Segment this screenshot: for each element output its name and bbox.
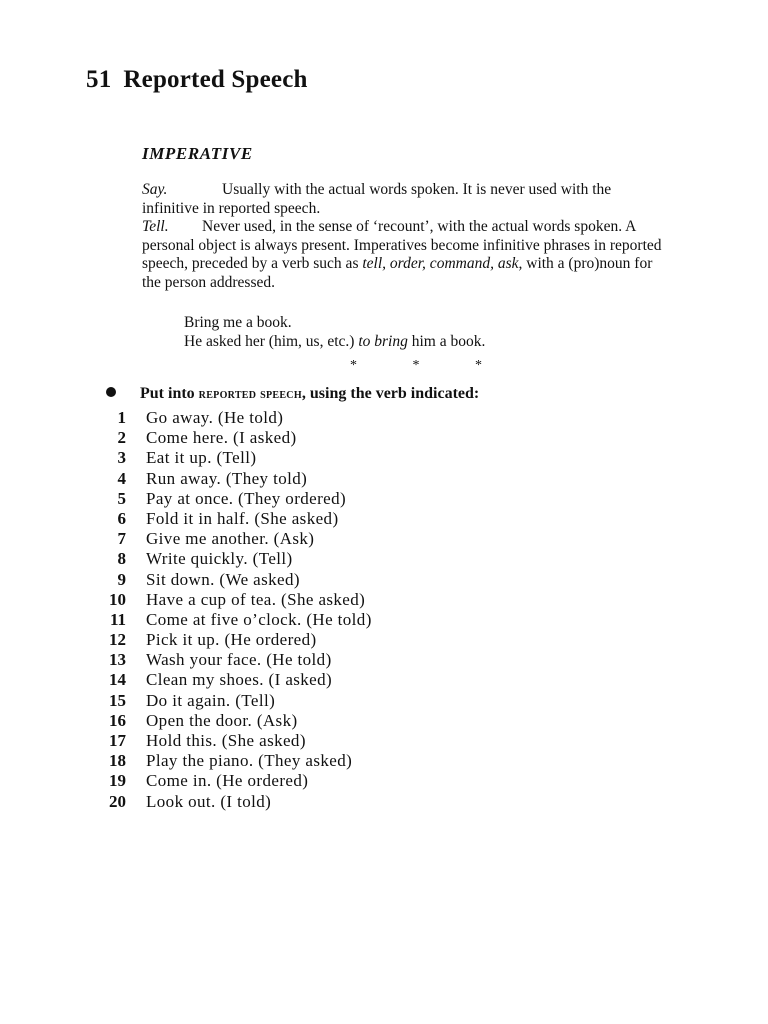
exercise-text: Look out. (I told) <box>146 791 272 811</box>
exercise-item <box>96 670 372 690</box>
instruction-end: , using the verb indicated: <box>301 385 480 402</box>
exercise-item <box>96 448 372 468</box>
exercise-number: 13 <box>109 650 126 670</box>
exercise-number: 4 <box>117 468 126 488</box>
exercise-item <box>96 469 372 489</box>
exercise-text: Play the piano. (They asked) <box>146 751 353 771</box>
exercise-number: 10 <box>109 589 126 609</box>
exercise-text: Do it again. (Tell) <box>146 690 276 710</box>
exercise-item <box>96 751 372 771</box>
exercise-text: Eat it up. (Tell) <box>146 448 257 468</box>
exercise-text: Come in. (He ordered) <box>146 771 309 791</box>
exercise-item <box>96 711 372 731</box>
exercise-text: Write quickly. (Tell) <box>146 549 293 569</box>
exercise-item <box>96 529 372 549</box>
verb-list: tell, order, command, ask, <box>362 255 523 272</box>
instruction-smallcaps: reported speech <box>198 387 302 402</box>
exercise-text: Come here. (I asked) <box>146 428 297 448</box>
term-say: Say. <box>142 181 168 198</box>
exercise-number: 3 <box>117 448 126 468</box>
exercise-number: 2 <box>117 428 126 448</box>
separator-stars: * * * <box>350 358 508 373</box>
exercise-item <box>96 570 372 590</box>
exercise-text: Pay at once. (They ordered) <box>146 488 347 508</box>
exercise-text: Run away. (They told) <box>146 468 308 488</box>
exercise-item <box>96 428 372 448</box>
exercise-number: 12 <box>109 630 126 650</box>
exercise-item <box>96 549 372 569</box>
exercise-item <box>96 650 372 670</box>
exercise-number: 5 <box>117 488 126 508</box>
exercise-text: Wash your face. (He told) <box>146 650 332 670</box>
exercise-number: 16 <box>109 710 126 730</box>
definition-tell-text-end: with a (pro)noun for the person addressed. <box>142 255 653 291</box>
example-reported <box>184 333 485 352</box>
exercise-text: Have a cup of tea. (She asked) <box>146 589 366 609</box>
definition-say <box>142 181 664 218</box>
definition-tell-text: Never used, in the sense of ‘recount’, with the actual words spoken. A personal object is always present. Imperatives become infinitive phrases in reported speech, preceded by a verb such as <box>142 218 662 272</box>
examples <box>184 314 485 351</box>
exercise-number: 18 <box>109 751 126 771</box>
exercise-number: 19 <box>109 771 126 791</box>
exercise-text: Clean my shoes. (I asked) <box>146 670 333 690</box>
chapter-title <box>86 66 308 94</box>
definition-tell <box>142 218 664 292</box>
instruction-start: Put into <box>140 385 199 402</box>
exercise-item <box>96 509 372 529</box>
example-reported-end: him a book. <box>407 332 486 350</box>
exercise-text: Open the door. (Ask) <box>146 710 298 730</box>
exercise-number: 8 <box>117 549 126 569</box>
exercise-text: Go away. (He told) <box>146 408 284 427</box>
exercise-text: Fold it in half. (She asked) <box>146 508 339 528</box>
definition-say-text: Usually with the actual words spoken. It is never used with the infinitive in reported speech. <box>142 181 612 217</box>
exercise-item <box>96 408 372 428</box>
exercise-number: 14 <box>109 670 126 690</box>
exercise-item <box>96 630 372 650</box>
exercise-text: Hold this. (She asked) <box>146 731 306 750</box>
exercise-number: 15 <box>109 690 126 710</box>
exercise-item <box>96 771 372 791</box>
section-heading: IMPERATIVE <box>142 144 253 163</box>
term-tell: Tell. <box>142 218 169 235</box>
exercise-list <box>96 408 372 812</box>
exercise-number: 20 <box>109 791 126 811</box>
exercise-item <box>96 489 372 509</box>
exercise-number: 1 <box>117 408 126 427</box>
exercise-item <box>96 590 372 610</box>
chapter-number: 51 <box>86 66 112 93</box>
exercise-number: 7 <box>117 529 126 549</box>
exercise-text: Give me another. (Ask) <box>146 529 315 549</box>
exercise-instruction <box>106 385 479 403</box>
exercise-text: Come at five o’clock. (He told) <box>146 609 372 629</box>
exercise-number: 11 <box>109 609 126 629</box>
exercise-text: Sit down. (We asked) <box>146 569 300 589</box>
exercise-number: 17 <box>109 731 126 750</box>
bullet-icon <box>106 387 116 397</box>
exercise-item <box>96 691 372 711</box>
exercise-item <box>96 610 372 630</box>
example-direct: Bring me a book. <box>184 314 292 331</box>
example-reported-start: He asked her (him, us, etc.) <box>184 332 359 350</box>
exercise-number: 6 <box>117 508 126 528</box>
exercise-item <box>96 792 372 812</box>
example-reported-infinitive: to bring <box>358 332 408 350</box>
chapter-name: Reported Speech <box>123 66 308 93</box>
exercise-item <box>96 731 372 751</box>
exercise-number: 9 <box>117 569 126 589</box>
exercise-text: Pick it up. (He ordered) <box>146 630 317 650</box>
